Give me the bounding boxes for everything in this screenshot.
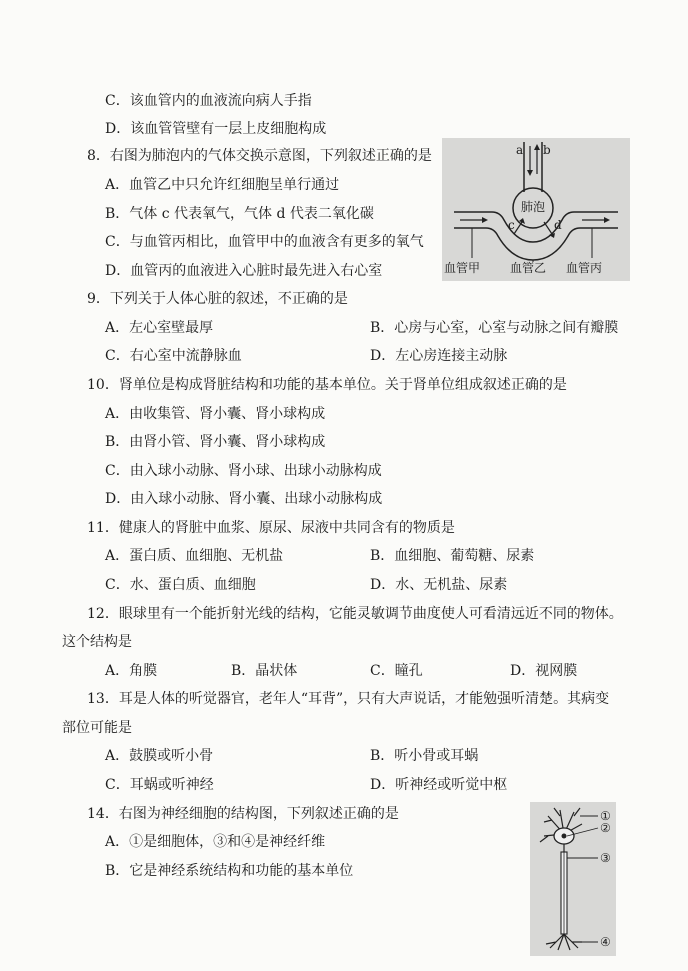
- q8-option-b: B．气体 c 代表氧气，气体 d 代表二氧化碳: [105, 206, 374, 222]
- q11-option-d: D．水、无机盐、尿素: [370, 577, 508, 593]
- figure-label-vessel-2: 血管乙: [510, 261, 547, 275]
- q10-option-b: B．由肾小管、肾小囊、肾小球构成: [105, 434, 326, 450]
- figure-label-vessel-1: 血管甲: [444, 261, 481, 275]
- q11-stem: 11．健康人的肾脏中血浆、原尿、尿液中共同含有的物质是: [87, 520, 455, 536]
- q12-option-d: D．视网膜: [510, 663, 578, 679]
- q12-option-b: B．晶状体: [231, 663, 298, 679]
- figure-label-b: b: [543, 143, 551, 157]
- q13-stem-line-1: 13．耳是人体的听觉器官，老年人“耳背”，只有大声说话，才能勉强听清楚。其病变: [87, 691, 610, 707]
- neuron-label-1: ①: [600, 809, 611, 823]
- q13-stem-line-2: 部位可能是: [62, 720, 132, 736]
- q8-option-c: C．与血管丙相比，血管甲中的血液含有更多的氧气: [105, 234, 424, 250]
- q12-stem-line-1: 12．眼球里有一个能折射光线的结构，它能灵敏调节曲度使人可看清远近不同的物体。: [87, 606, 623, 622]
- figure-label-a: a: [516, 143, 524, 157]
- q13-option-a: A．鼓膜或听小骨: [105, 748, 214, 764]
- q7-option-c: C．该血管内的血液流向病人手指: [105, 93, 312, 109]
- figure-label-d: d: [554, 218, 562, 232]
- q9-option-c: C．右心室中流静脉血: [105, 348, 242, 364]
- q14-stem: 14．右图为神经细胞的结构图，下列叙述正确的是: [87, 806, 399, 822]
- q7-option-d: D．该血管管壁有一层上皮细胞构成: [105, 121, 327, 137]
- figure-label-c: c: [508, 218, 515, 232]
- q9-stem: 9．下列关于人体心脏的叙述，不正确的是: [87, 291, 348, 307]
- q13-option-c: C．耳蜗或听神经: [105, 777, 214, 793]
- q9-option-b: B．心房与心室，心室与动脉之间有瓣膜: [370, 320, 619, 336]
- alveolus-gas-exchange-figure: [442, 138, 630, 281]
- neuron-structure-figure: [530, 802, 616, 956]
- q10-option-c: C．由入球小动脉、肾小球、出球小动脉构成: [105, 463, 382, 479]
- q8-option-d: D．血管丙的血液进入心脏时最先进入右心室: [105, 263, 383, 279]
- q14-option-a: A．①是细胞体，③和④是神经纤维: [105, 834, 326, 850]
- q8-stem: 8．右图为肺泡内的气体交换示意图，下列叙述正确的是: [87, 148, 432, 164]
- q12-option-a: A．角膜: [105, 663, 158, 679]
- q10-stem: 10．肾单位是构成肾脏结构和功能的基本单位。关于肾单位组成叙述正确的是: [87, 377, 567, 393]
- q12-option-c: C．瞳孔: [370, 663, 423, 679]
- q11-option-b: B．血细胞、葡萄糖、尿素: [370, 548, 535, 564]
- q9-option-d: D．左心房连接主动脉: [370, 348, 508, 364]
- neuron-label-2: ②: [600, 821, 611, 835]
- q10-option-d: D．由入球小动脉、肾小囊、出球小动脉构成: [105, 491, 383, 507]
- q12-stem-line-2: 这个结构是: [62, 634, 132, 650]
- q8-option-a: A．血管乙中只允许红细胞呈单行通过: [105, 177, 340, 193]
- q13-option-d: D．听神经或听觉中枢: [370, 777, 508, 793]
- q13-option-b: B．听小骨或耳蜗: [370, 748, 479, 764]
- q11-option-c: C．水、蛋白质、血细胞: [105, 577, 256, 593]
- neuron-label-4: ④: [600, 935, 611, 949]
- q11-option-a: A．蛋白质、血细胞、无机盐: [105, 548, 284, 564]
- q9-option-a: A．左心室壁最厚: [105, 320, 214, 336]
- q14-option-b: B．它是神经系统结构和功能的基本单位: [105, 863, 354, 879]
- q10-option-a: A．由收集管、肾小囊、肾小球构成: [105, 406, 326, 422]
- figure-label-vessel-3: 血管丙: [566, 261, 603, 275]
- neuron-label-3: ③: [600, 851, 611, 865]
- figure-label-alveolus: 肺泡: [521, 200, 546, 214]
